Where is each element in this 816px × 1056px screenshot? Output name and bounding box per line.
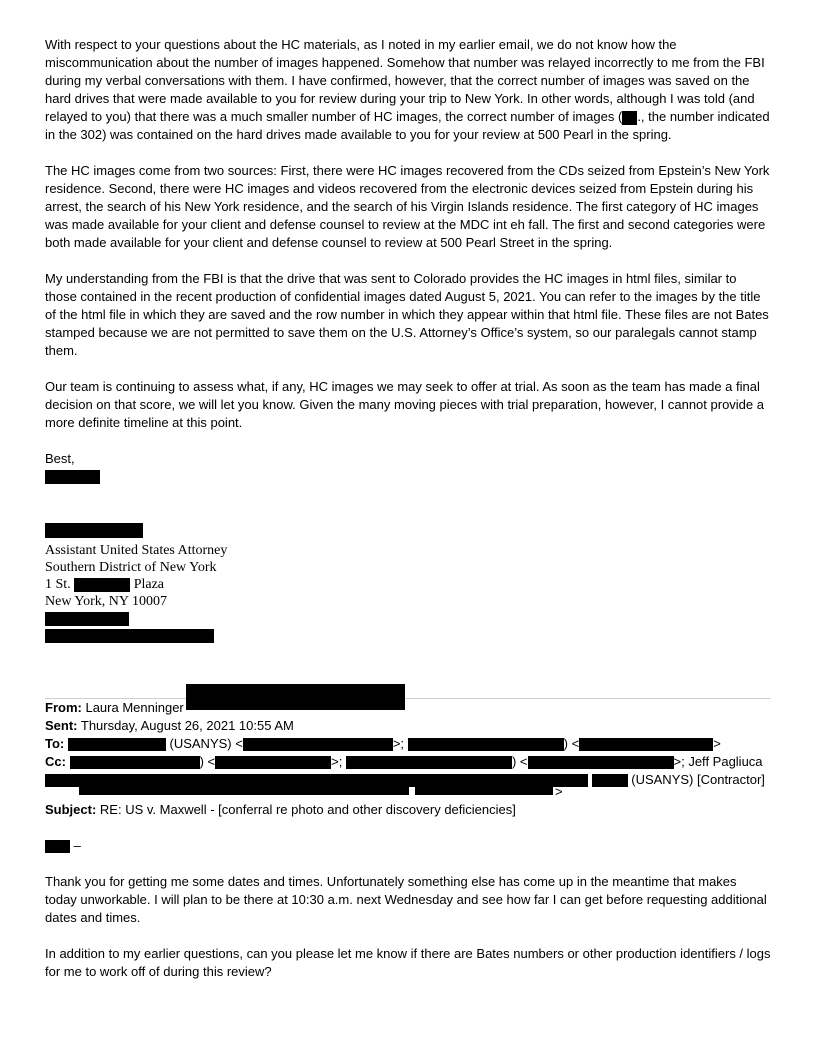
redaction (415, 783, 553, 795)
paragraph-text: With respect to your questions about the HC materials, as I noted in my earlier email, we do not know how the miscommunication about the number of images happened. Somehow that number was relayed incorrectly to me from the FBI during my verbal conversations with them. I have confirmed, however, that the correct number of images was saved on the hard drives that were made available to you for review during your trip to New York. In other words, although I was told (and relayed to you) that there was a much smaller number of HC images, the correct number of images ( (45, 37, 765, 124)
redaction (346, 756, 512, 769)
redaction (579, 738, 713, 751)
paragraph-text: ., the number indicated in the 302) was contained on the hard drives made available to you for your review at 500 Pearl in the spring. (45, 109, 770, 142)
signature-name-redaction (45, 522, 771, 542)
signature-city: New York, NY 10007 (45, 594, 167, 609)
subject-line: Subject: RE: US v. Maxwell - [conferral re photo and other discovery deficiencies] (45, 802, 516, 817)
redaction (186, 684, 405, 710)
email-header (45, 699, 771, 819)
redaction (408, 738, 564, 751)
redaction (70, 756, 200, 769)
redaction (68, 738, 166, 751)
signer-redaction (45, 468, 771, 486)
body-paragraph-1 (45, 36, 771, 144)
from-line: From: Laura Menninger (45, 699, 771, 717)
reply-paragraph-2: In addition to my earlier questions, can you please let me know if there are Bates numbers or other production identifiers / logs for me to work off of during this review? (45, 946, 771, 979)
signature-email-redaction (45, 627, 771, 644)
signature-office: Southern District of New York (45, 560, 217, 575)
closing: Best, (45, 451, 75, 466)
cc-line: Cc: ) < >; ) < >; Jeff Pagliuca (45, 754, 763, 769)
signature-address: 1 St. Plaza (45, 577, 165, 592)
cc-line-2: (USANYS) [Contractor] (45, 771, 771, 789)
cc-line-3: > (45, 789, 771, 807)
body-paragraph-2: The HC images come from two sources: First, there were HC images recovered from the CDs seized from Epstein’s New York residence. Second, there were HC images and videos recovered from the electronic devices seized from Epstein during his arrest, the search of his New York residence, and the search of his Virgin Islands residence. The first category of HC images was made available for your client and defense counsel to review at the MDC int eh fall. The first and second categories were both made available for your client and defense counsel to review at 500 Pearl Street in the spring. (45, 163, 770, 250)
redaction (592, 774, 628, 787)
redaction (45, 840, 70, 853)
redaction (243, 738, 393, 751)
email-document (45, 36, 771, 999)
redaction (622, 111, 637, 125)
reply-greeting: – (45, 837, 771, 855)
signature-block (45, 542, 771, 644)
redaction (74, 578, 130, 592)
body-paragraph-3: My understanding from the FBI is that the drive that was sent to Colorado provides the HC images in html files, similar to those contained in the recent production of confidential images dated August 5, 2021. You can refer to the images by the title of the html file in which they are saved and the row number in which they appear within that html file. These files are not Bates stamped because we are not permitted to save them on the U.S. Attorney’s Office’s system, so our paralegals cannot stamp them. (45, 271, 769, 358)
redaction (79, 783, 409, 795)
redaction (528, 756, 674, 769)
sent-line: Sent: Thursday, August 26, 2021 10:55 AM (45, 718, 294, 733)
reply-paragraph-1: Thank you for getting me some dates and times. Unfortunately something else has come up in the meantime that makes today unworkable. I will plan to be there at 10:30 a.m. next Wednesday and see how far I can get before requesting additional dates and times. (45, 874, 767, 925)
signature-phone-redaction (45, 610, 771, 627)
to-line: To: (USANYS) < >; ) < > (45, 736, 721, 751)
body-paragraph-4: Our team is continuing to assess what, if any, HC images we may seek to offer at trial. As soon as the team has made a final decision on that score, we will let you know. Given the many moving pieces with trial preparation, however, I cannot provide a more definite timeline at this point. (45, 379, 764, 430)
signature-title: Assistant United States Attorney (45, 543, 228, 558)
redaction (215, 756, 331, 769)
